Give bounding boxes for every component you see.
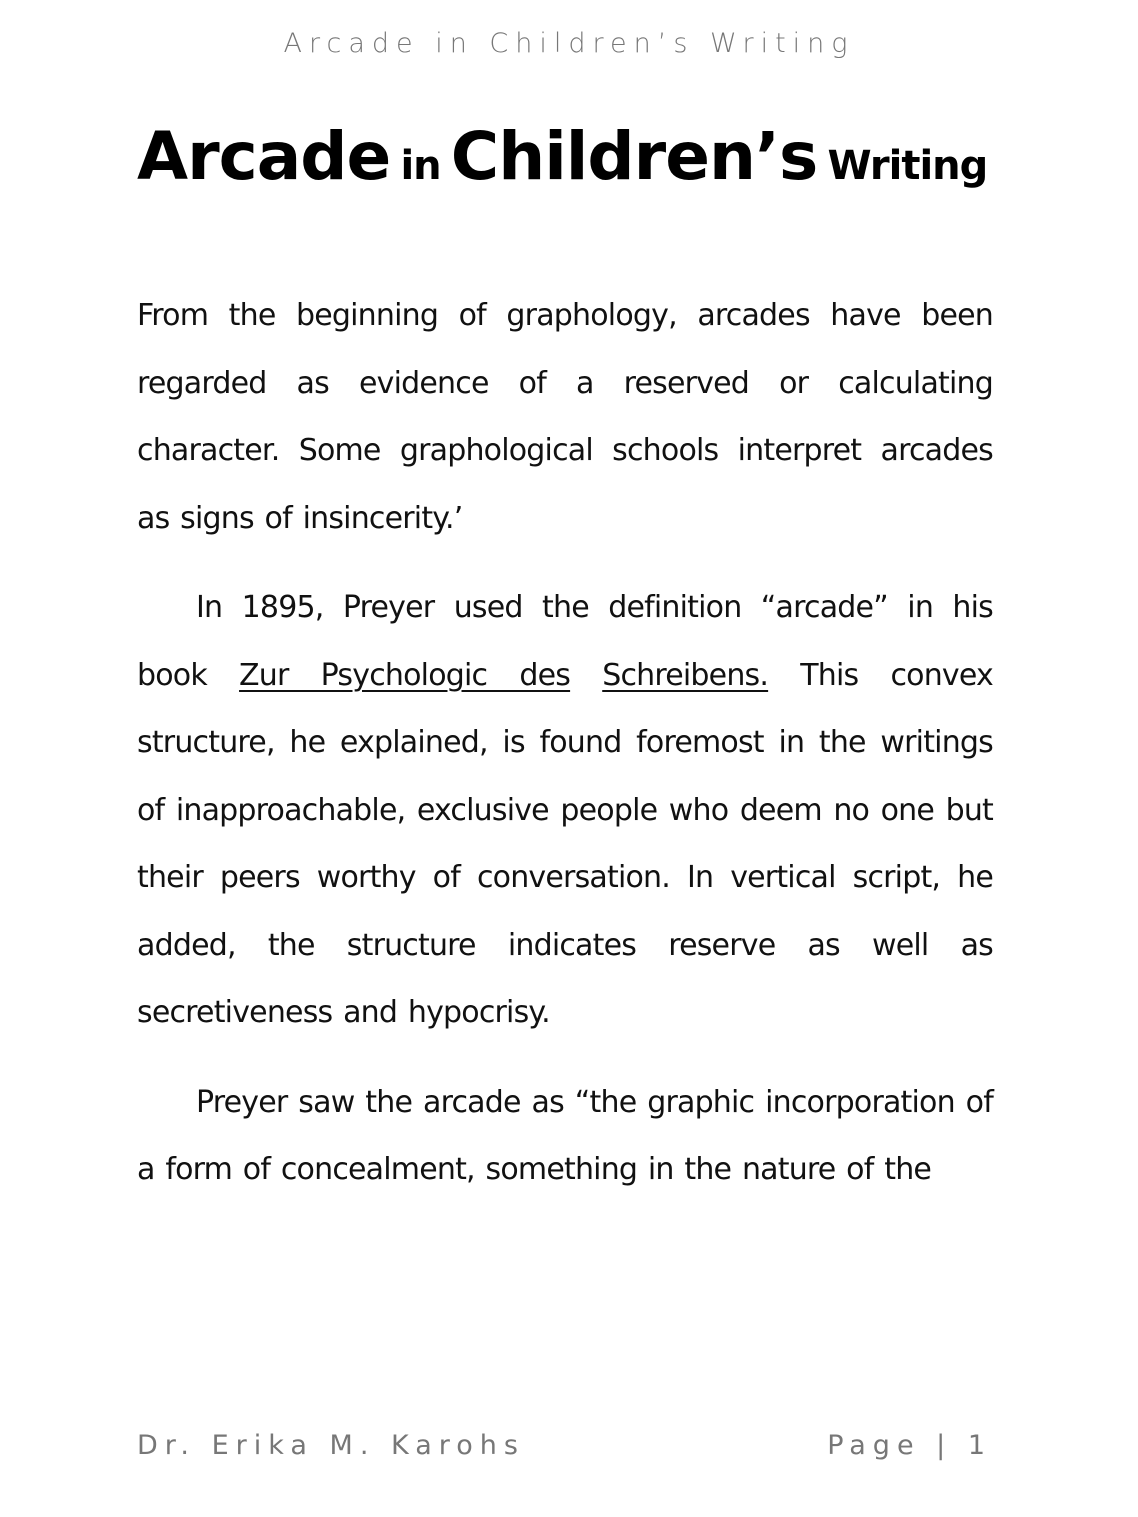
- book-title-underlined-end: Schreibens.: [602, 657, 769, 693]
- paragraph-3: Preyer saw the arcade as “the graphic incorporation of a form of concealment, something in the nature of the: [137, 1084, 993, 1187]
- paragraph-1: From the beginning of graphology, arcades have been regarded as evidence of a reserved or calculating character. Some graphological schools interpret arcades as signs of insincerity.’: [137, 298, 993, 536]
- footer-page-number: Page | 1: [827, 1430, 992, 1461]
- paragraph-2: [137, 574, 993, 1047]
- running-header: Arcade in Children’s Writing: [283, 28, 855, 59]
- book-title-underlined: Zur Psychologic des: [239, 657, 571, 693]
- title-word-in: in: [400, 143, 441, 189]
- title-word-writing: Writing: [827, 143, 988, 189]
- title-word-childrens: Children’s: [450, 118, 818, 195]
- title-word-arcade: Arcade: [137, 118, 391, 195]
- paragraph-2-rest: This convex structure, he explained, is found foremost in the writings of inapproachable, exclusive people who deem no one but their peers worthy of conversation. In vertical script, he added, the structure indicates reserve as well as secretiveness and hypocrisy.: [137, 657, 993, 1030]
- footer-author: Dr. Erika M. Karohs: [137, 1430, 525, 1461]
- page-title: [137, 118, 997, 195]
- body-text: [137, 282, 993, 1226]
- paragraph-2-intro: In 1895, Preyer used the definition “arcade” in his book: [137, 590, 993, 693]
